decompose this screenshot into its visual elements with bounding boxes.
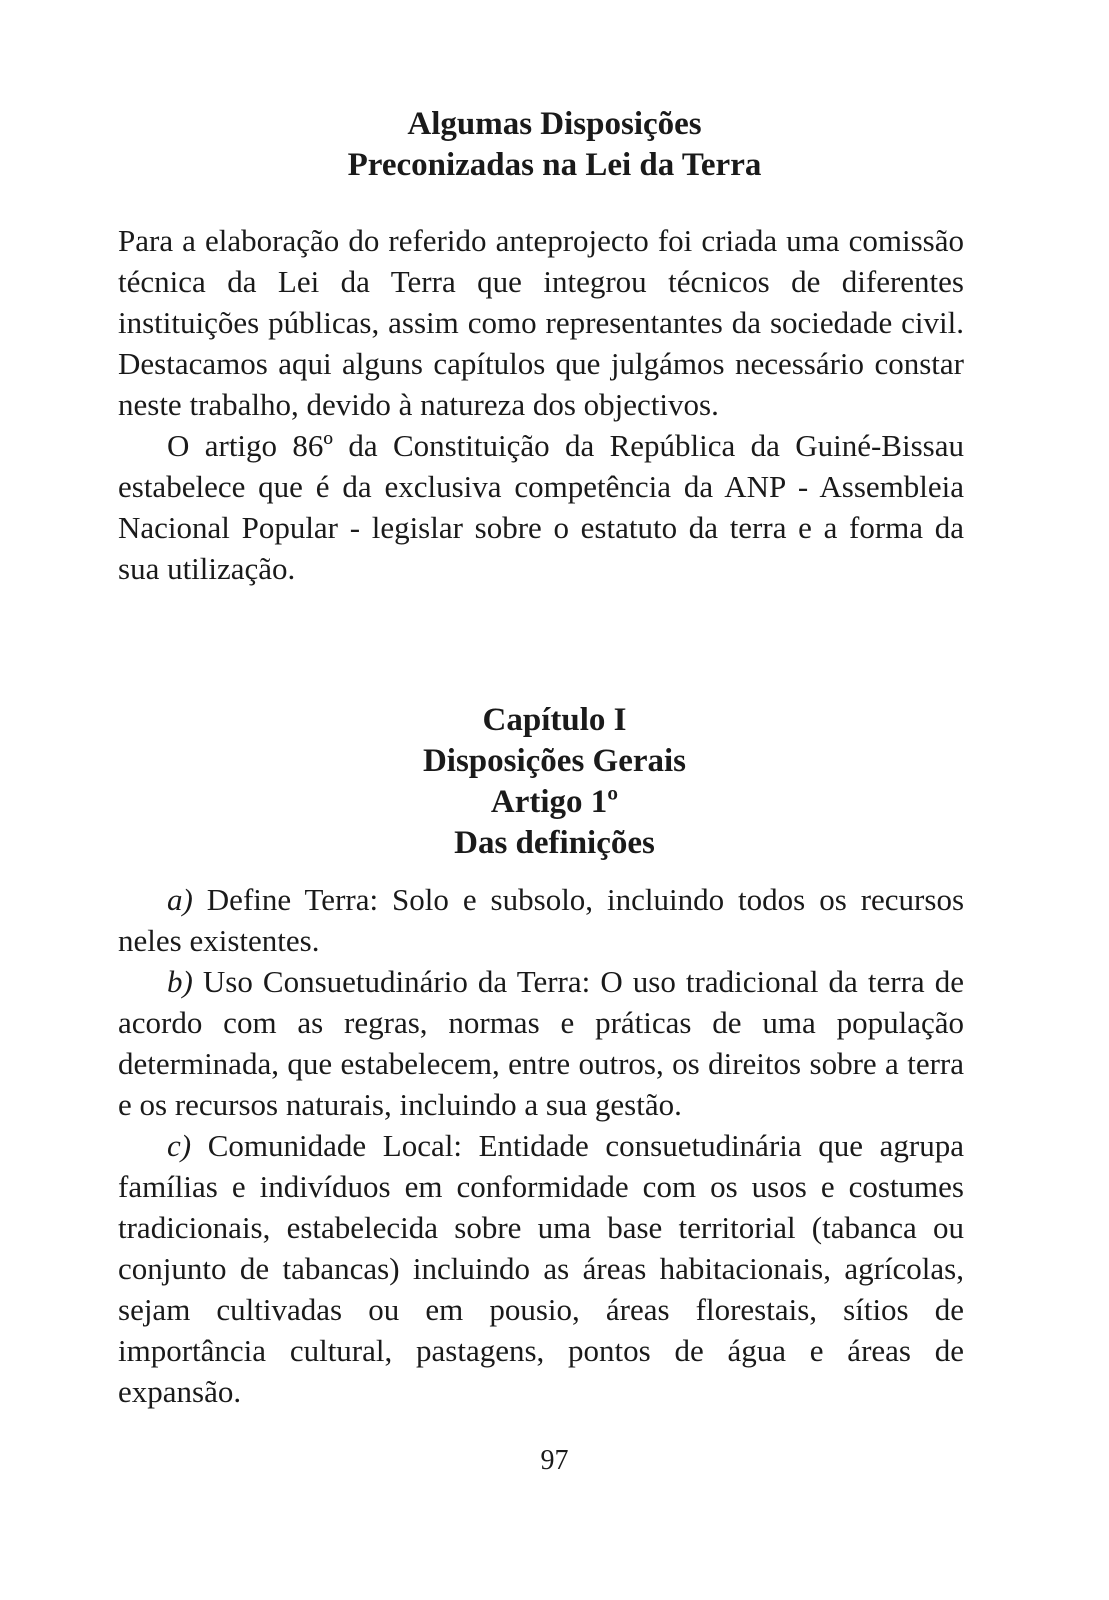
intro-paragraph-2: O artigo 86º da Constituição da República da Guiné-Bissau estabelece que é da exclusiva competência da ANP - Assembleia Nacional Popular - legislar sobre o estatuto da terra e a forma da sua utilização. xyxy=(118,428,964,586)
definition-item xyxy=(118,961,964,1125)
definition-label: c) xyxy=(167,1128,192,1163)
definition-text: Uso Consuetudinário da Terra: O uso tradicional da terra de acordo com as regras, normas e práticas de uma população determinada, que estabelecem, entre outros, os direitos sobre a terra e os recursos naturais, incluindo a sua gestão. xyxy=(118,964,965,1122)
definition-text: Comunidade Local: Entidade consuetudinária que agrupa famílias e indivíduos em conformidade com os usos e costumes tradicionais, estabelecida sobre uma base territorial (tabanca ou conjunto de tabancas) incluindo as áreas habitacionais, agrícolas, sejam cultivadas ou em pousio, áreas florestais, sítios de importância cultural, pastagens, pontos de água e áreas de expansão. xyxy=(118,1128,964,1409)
section-heading-line1: Algumas Disposições xyxy=(407,106,702,142)
definition-item xyxy=(118,1125,964,1412)
definition-item xyxy=(118,879,964,961)
chapter-number: Capítulo I xyxy=(482,702,627,738)
page-number: 97 xyxy=(540,1445,569,1476)
definition-label: b) xyxy=(167,964,193,999)
intro-paragraph-1: Para a elaboração do referido anteprojecto foi criada uma comissão técnica da Lei da Terra que integrou técnicos de diferentes instituições públicas, assim como representantes da sociedade civil. Destacamos aqui alguns capítulos que julgámos necessário constar neste trabalho, devido à natureza dos objectivos. xyxy=(118,223,964,422)
article-number: Artigo 1º xyxy=(490,784,619,820)
definition-label: a) xyxy=(167,882,193,917)
section-heading xyxy=(0,104,1109,186)
chapter-heading xyxy=(0,700,1109,864)
article-title: Das definições xyxy=(454,825,655,861)
definitions-list xyxy=(118,879,964,1412)
intro-text xyxy=(118,220,964,589)
section-heading-line2: Preconizadas na Lei da Terra xyxy=(347,147,762,183)
chapter-title: Disposições Gerais xyxy=(422,743,687,779)
definition-text: Define Terra: Solo e subsolo, incluindo todos os recursos neles existentes. xyxy=(118,882,965,958)
